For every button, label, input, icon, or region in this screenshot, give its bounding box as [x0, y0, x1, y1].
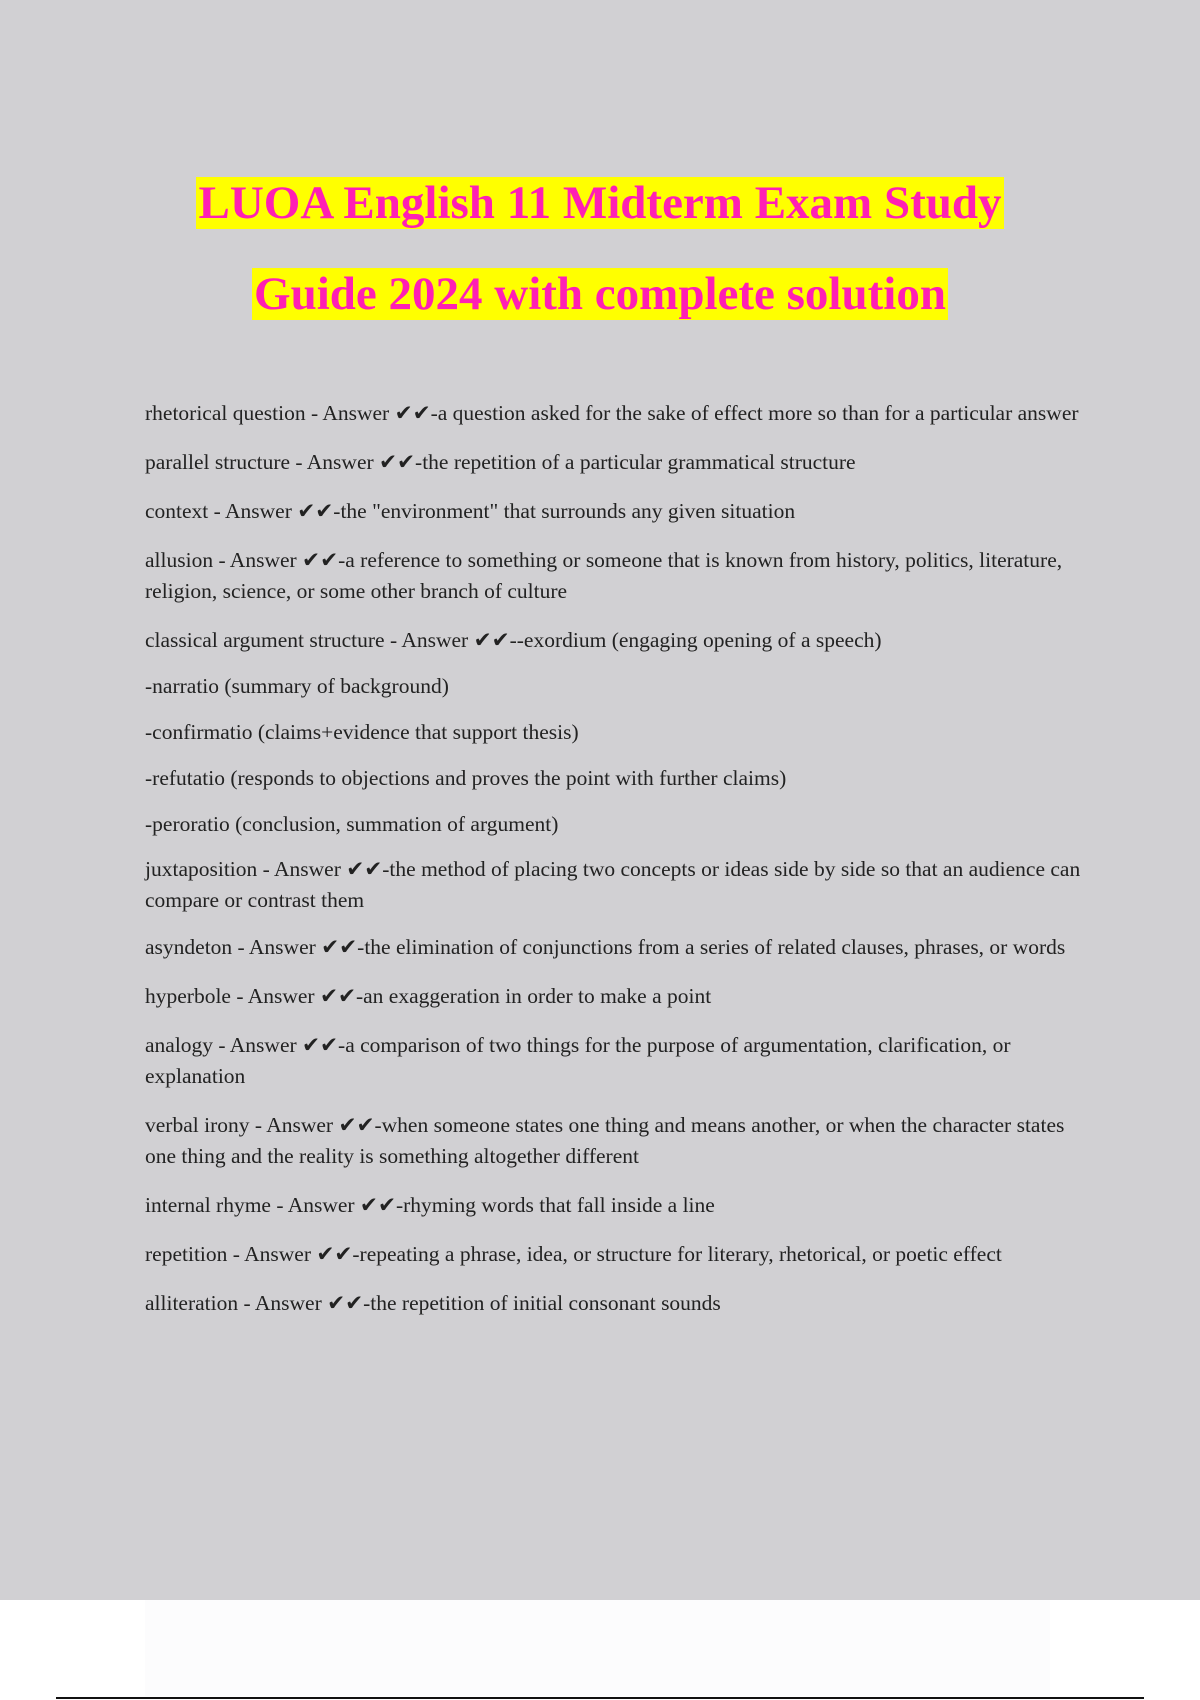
glossary-entry-juxtaposition: juxtaposition - Answer ✔✔-the method of placing two concepts or ideas side by side so that an audience can compare or contrast them — [145, 857, 1081, 912]
argument-part-confirmatio: -confirmatio (claims+evidence that support thesis) — [145, 720, 579, 744]
title-line-2: Guide 2024 with complete solution — [254, 268, 946, 320]
glossary-entry-rhetorical-question: rhetorical question - Answer ✔✔-a question asked for the sake of effect more so than for a particular answer — [145, 401, 1079, 425]
glossary-entry-repetition: repetition - Answer ✔✔-repeating a phrase, idea, or structure for literary, rhetorical, or poetic effect — [145, 1242, 1002, 1266]
glossary-list — [145, 398, 1090, 1319]
document-title — [0, 158, 1200, 340]
glossary-entry-internal-rhyme: internal rhyme - Answer ✔✔-rhyming words that fall inside a line — [145, 1193, 715, 1217]
glossary-entry-classical-argument: classical argument structure - Answer ✔✔--exordium (engaging opening of a speech) — [145, 628, 882, 652]
glossary-entry-parallel-structure: parallel structure - Answer ✔✔-the repetition of a particular grammatical structure — [145, 450, 856, 474]
glossary-entry-analogy: analogy - Answer ✔✔-a comparison of two things for the purpose of argumentation, clarification, or explanation — [145, 1033, 1011, 1088]
argument-part-refutatio: -refutatio (responds to objections and proves the point with further claims) — [145, 766, 787, 790]
argument-part-narratio: -narratio (summary of background) — [145, 674, 449, 698]
glossary-entry-asyndeton: asyndeton - Answer ✔✔-the elimination of conjunctions from a series of related clauses, phrases, or words — [145, 935, 1066, 959]
glossary-entry-alliteration: alliteration - Answer ✔✔-the repetition of initial consonant sounds — [145, 1291, 721, 1315]
footer-divider — [56, 1697, 1144, 1699]
title-line-1: LUOA English 11 Midterm Exam Study — [198, 177, 1002, 229]
argument-part-peroratio: -peroratio (conclusion, summation of argument) — [145, 812, 559, 836]
glossary-entry-hyperbole: hyperbole - Answer ✔✔-an exaggeration in order to make a point — [145, 984, 712, 1008]
glossary-entry-context: context - Answer ✔✔-the "environment" that surrounds any given situation — [145, 499, 796, 523]
glossary-entry-allusion: allusion - Answer ✔✔-a reference to something or someone that is known from history, politics, literature, religion, science, or some other branch of culture — [145, 548, 1063, 603]
glossary-entry-verbal-irony: verbal irony - Answer ✔✔-when someone states one thing and means another, or when the character states one thing and the reality is something altogether different — [145, 1113, 1065, 1168]
footer-panel — [145, 1600, 1050, 1696]
